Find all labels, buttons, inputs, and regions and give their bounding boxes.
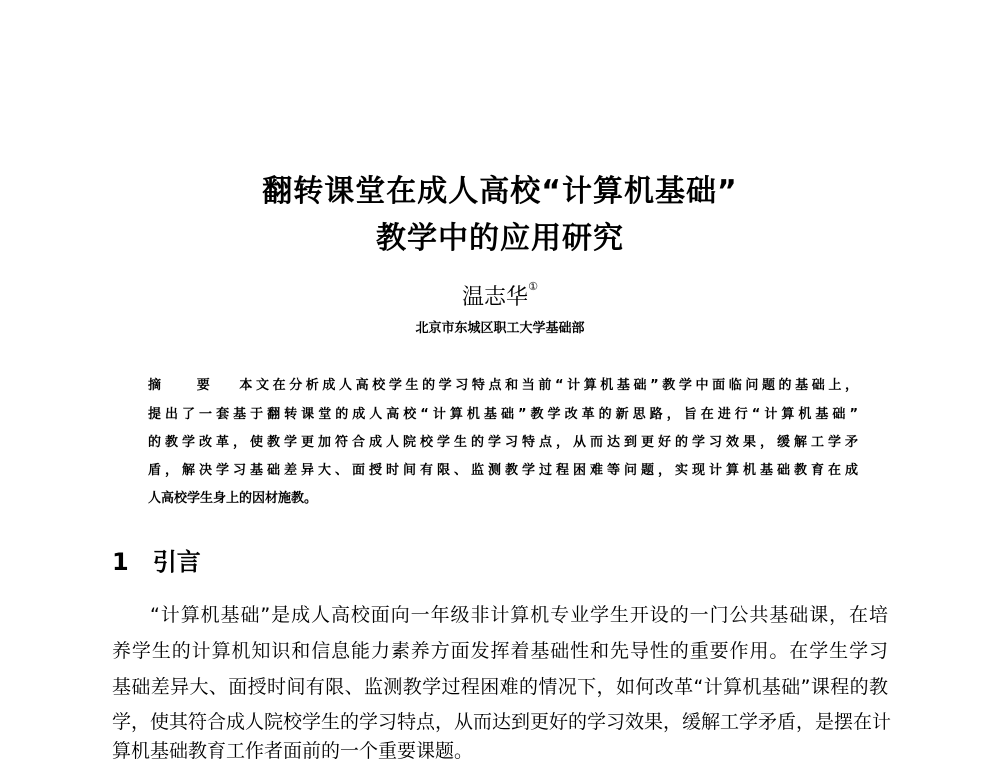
author-name: 温志华: [462, 285, 529, 310]
body-line: 学，使其符合成人院校学生的学习特点，从而达到更好的学习效果，缓解工学矛盾，是摆在计: [112, 711, 892, 733]
body-line: 基础差异大、面授时间有限、监测教学过程困难的情况下，如何改革“计算机基础”课程的教: [112, 676, 888, 698]
body-line: “计算机基础”是成人高校面向一年级非计算机专业学生开设的一门公共基础课，在培: [150, 604, 888, 626]
section-heading: [112, 542, 201, 577]
paper-title-line-1: 翻转课堂在成人高校“计算机基础”: [262, 174, 738, 209]
abstract-line: [148, 374, 858, 393]
author-footnote-mark: ①: [528, 280, 538, 293]
body-line: 养学生的计算机知识和信息能力素养方面发挥着基础性和先导性的重要作用。在学生学习: [112, 640, 888, 662]
abstract-label: 摘 要: [148, 378, 226, 393]
affiliation: 北京市东城区职工大学基础部: [415, 321, 585, 336]
abstract-line: 人高校学生身上的因材施教。: [148, 491, 318, 506]
section-title: 引言: [152, 548, 201, 576]
section-number: 1: [112, 548, 129, 576]
abstract-line: 的教学改革，使教学更加符合成人院校学生的学习特点，从而达到更好的学习效果，缓解工学矛: [148, 435, 858, 450]
abstract-line: 提出了一套基于翻转课堂的成人高校“计算机基础”教学改革的新思路，旨在进行“计算机基础”: [148, 407, 858, 422]
paper-title-line-2: 教学中的应用研究: [376, 221, 624, 256]
body-line: 算机基础教育工作者面前的一个重要课题。: [112, 740, 474, 762]
author: [0, 280, 1000, 311]
abstract-line: 盾，解决学习基础差异大、面授时间有限、监测教学过程困难等问题，实现计算机基础教育在成: [148, 463, 858, 478]
abstract-text: 本文在分析成人高校学生的学习特点和当前“计算机基础”教学中面临问题的基础上，: [239, 378, 858, 393]
